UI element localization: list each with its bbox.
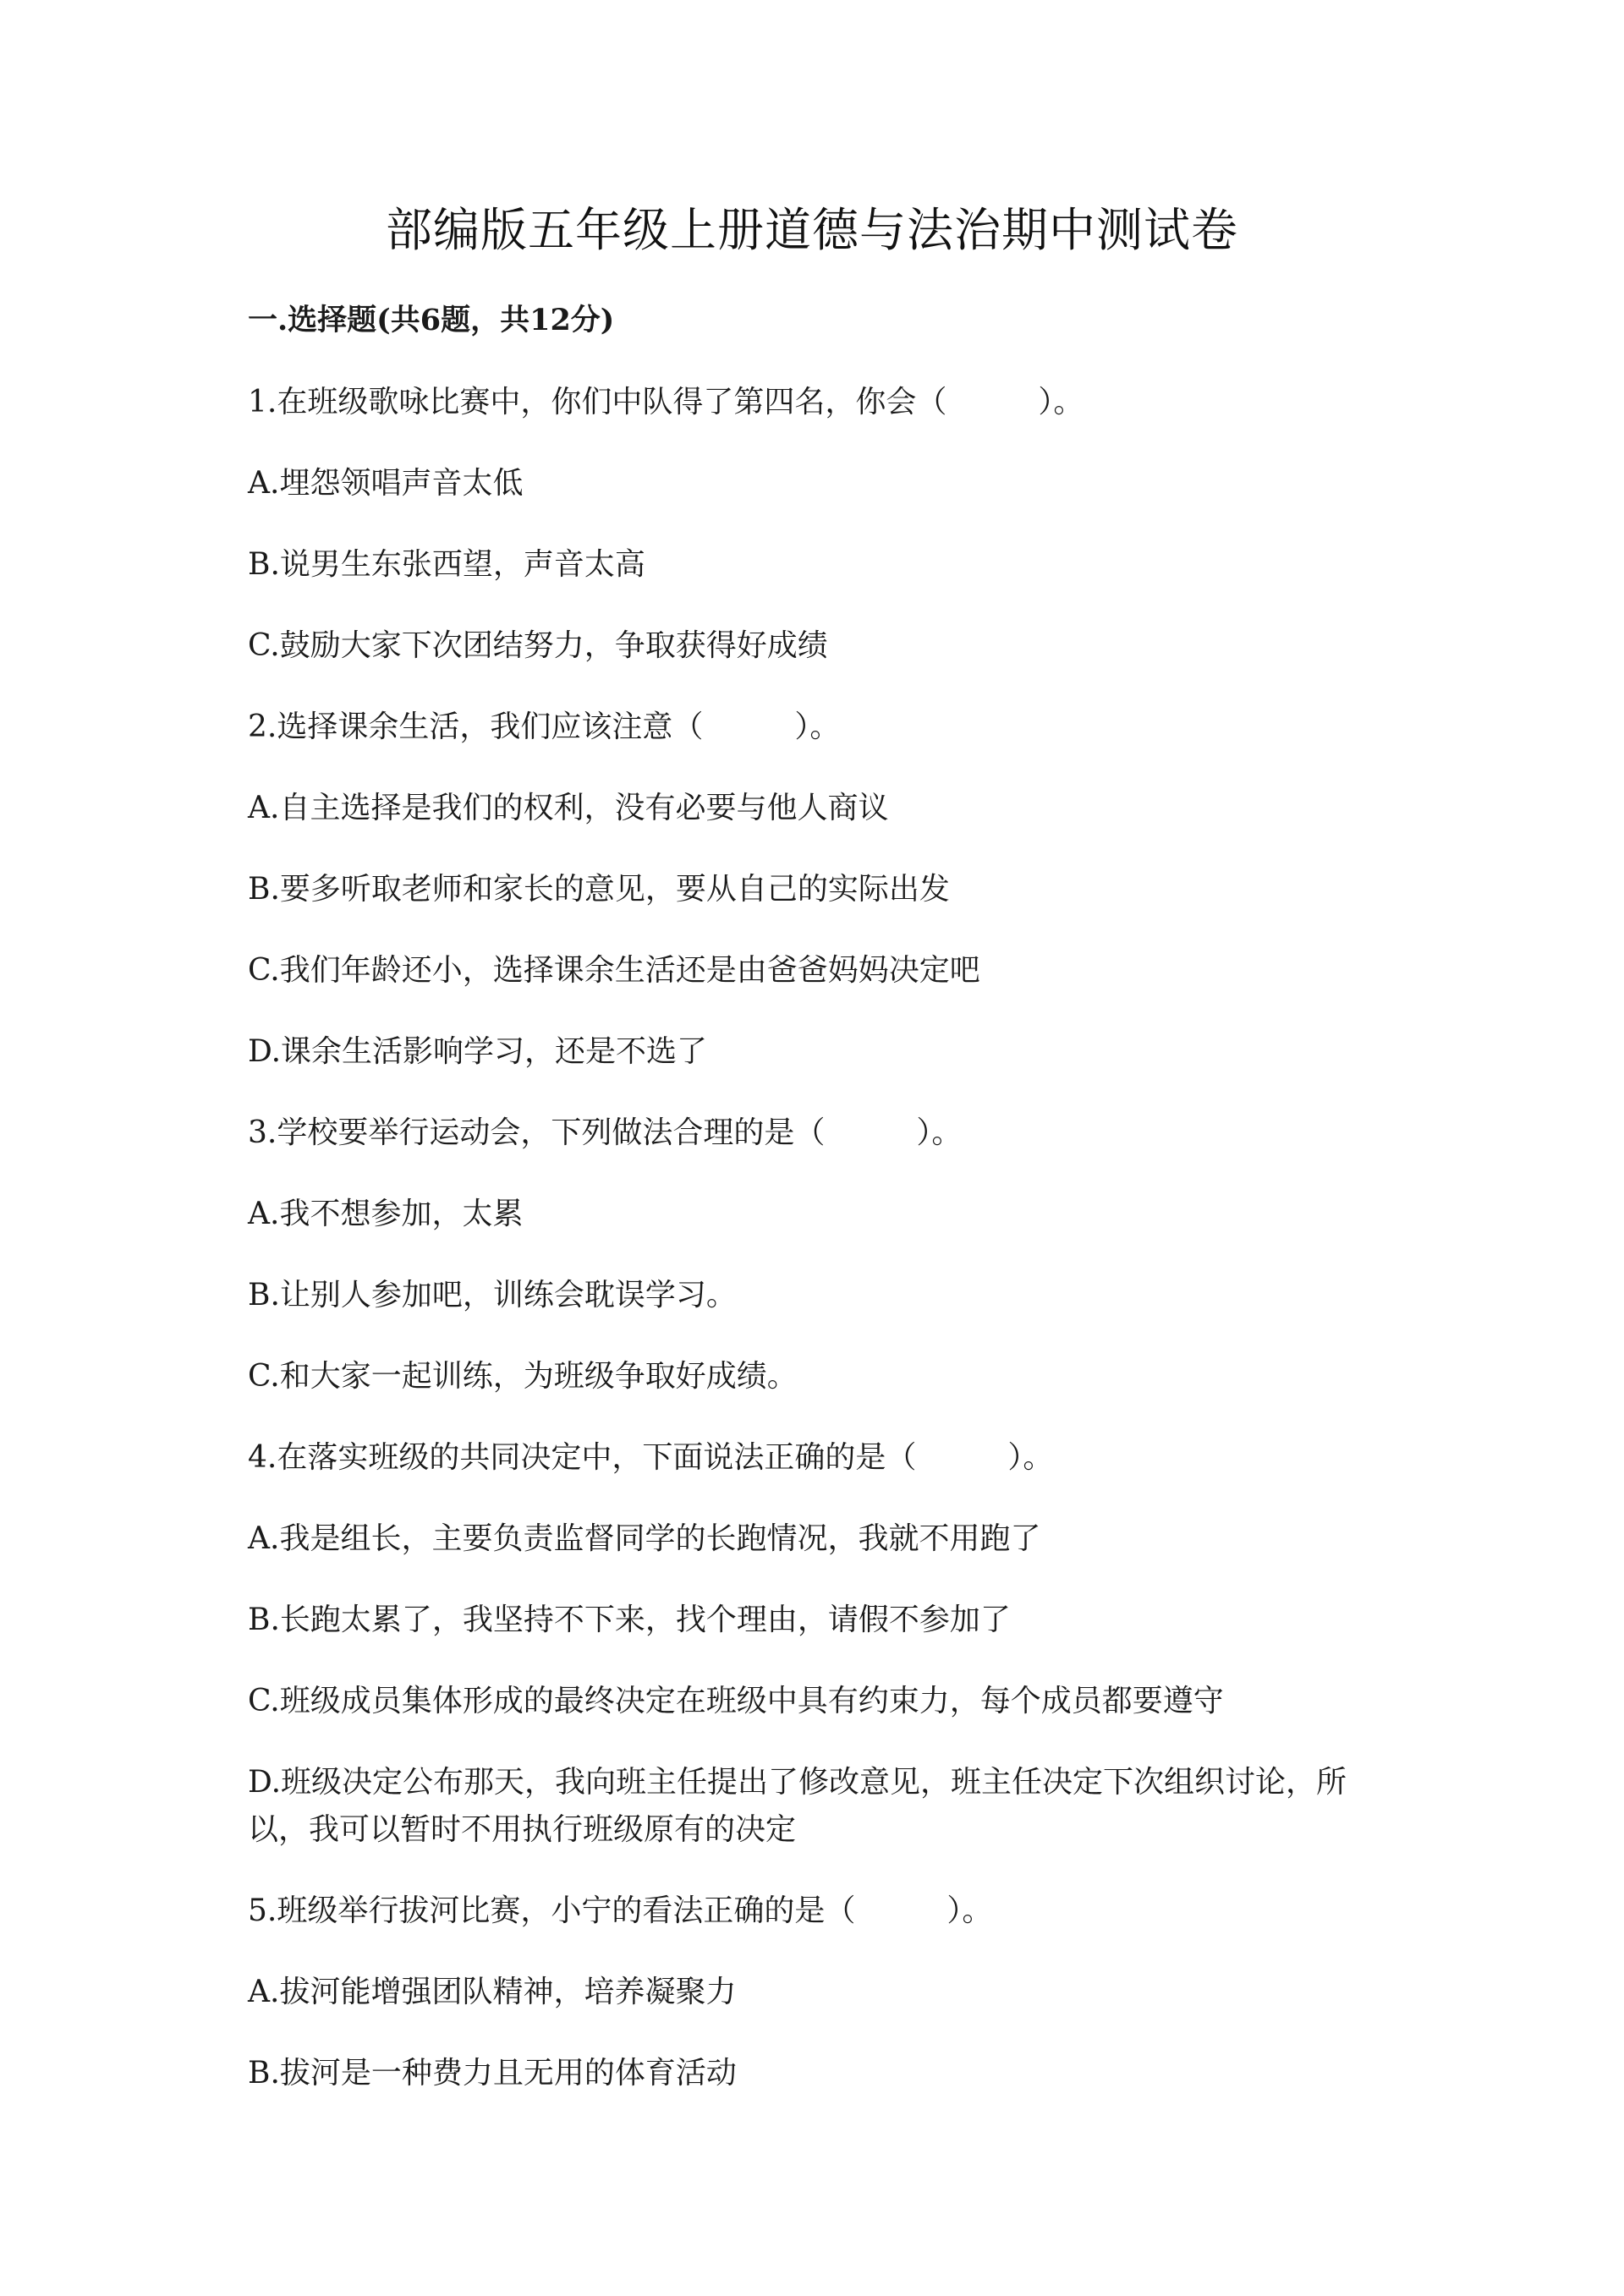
option-1a: A.埋怨领唱声音太低 xyxy=(248,466,524,501)
option-2d: D.课余生活影响学习，还是不选了 xyxy=(248,1034,708,1069)
option-4c: C.班级成员集体形成的最终决定在班级中具有约束力，每个成员都要遵守 xyxy=(248,1684,1224,1718)
question-stem-2: 2.选择课余生活，我们应该注意（ ）。 xyxy=(248,710,841,744)
option-5b: B.拔河是一种费力且无用的体育活动 xyxy=(248,2056,737,2091)
option-5a: A.拔河能增强团队精神，培养凝聚力 xyxy=(248,1975,737,2009)
exam-title: 部编版五年级上册道德与法治期中测试卷 xyxy=(385,203,1238,257)
option-2c: C.我们年龄还小，选择课余生活还是由爸爸妈妈决定吧 xyxy=(248,953,980,988)
question-stem-3: 3.学校要举行运动会，下列做法合理的是（ ）。 xyxy=(248,1115,963,1150)
option-3a: A.我不想参加，太累 xyxy=(248,1197,524,1231)
option-2b: B.要多听取老师和家长的意见，要从自己的实际出发 xyxy=(248,872,950,907)
option-2a: A.自主选择是我们的权利，没有必要与他人商议 xyxy=(248,791,889,825)
option-4a: A.我是组长，主要负责监督同学的长跑情况，我就不用跑了 xyxy=(248,1521,1041,1556)
option-1c: C.鼓励大家下次团结努力，争取获得好成绩 xyxy=(248,628,828,663)
option-4b: B.长跑太累了，我坚持不下来，找个理由，请假不参加了 xyxy=(248,1603,1011,1637)
question-stem-1: 1.在班级歌咏比赛中，你们中队得了第四名，你会（ ）。 xyxy=(248,385,1084,419)
option-4d: D.班级决定公布那天，我向班主任提出了修改意见，班主任决定下次组织讨论，所以，我可以暂时不用执行班级原有的决定 xyxy=(248,1765,1347,1847)
option-1b: B.说男生东张西望，声音太高 xyxy=(248,547,645,582)
question-stem-4: 4.在落实班级的共同决定中，下面说法正确的是（ ）。 xyxy=(248,1440,1054,1475)
section-heading: 一.选择题(共6题，共12分) xyxy=(248,303,615,337)
option-3b: B.让别人参加吧，训练会耽误学习。 xyxy=(248,1278,737,1312)
option-3c: C.和大家一起训练，为班级争取好成绩。 xyxy=(248,1359,798,1394)
question-stem-5: 5.班级举行拔河比赛，小宁的看法正确的是（ ）。 xyxy=(248,1893,993,1928)
